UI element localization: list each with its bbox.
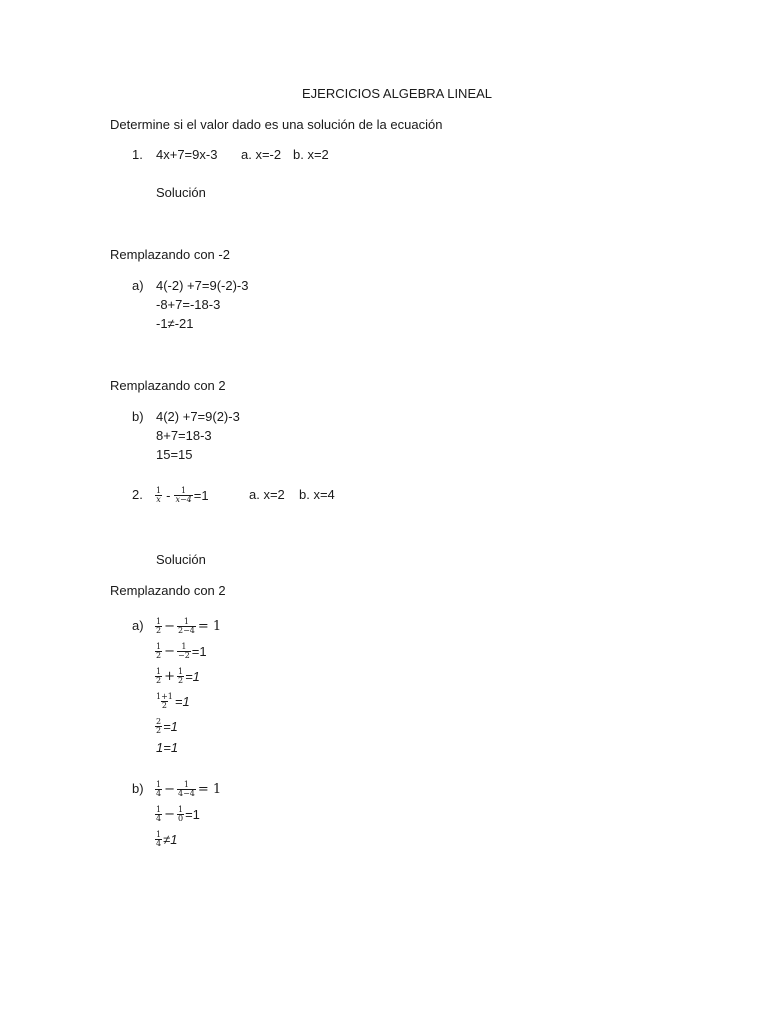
fraction-denominator: 2: [161, 700, 167, 710]
ex2-solucion-label: Solución: [156, 552, 206, 567]
ex2-a-step-4: [154, 689, 190, 713]
ex1-a-step-2: -8+7=-18-3: [156, 297, 221, 312]
fraction: [177, 618, 196, 635]
ex2-equation: [154, 483, 209, 507]
fraction-denominator: 2−4: [178, 625, 195, 635]
fraction-denominator: 2: [156, 675, 162, 685]
ex1-option-a: a. x=-2: [241, 147, 282, 162]
fraction-denominator: x−4: [175, 494, 192, 504]
math-operator: ≠1: [163, 831, 178, 847]
math-operator: = 1: [197, 781, 222, 797]
math-operator: −: [164, 618, 175, 634]
ex1-a-label: a): [132, 278, 144, 293]
ex2-b-step-3: [154, 827, 177, 851]
ex2-replace-heading: Remplazando con 2: [110, 583, 226, 598]
fraction: [177, 643, 191, 660]
ex2-b-step-1: [154, 777, 222, 801]
math-operator: =1: [163, 718, 178, 734]
math-operator: +: [164, 668, 175, 684]
math-operator: −: [164, 781, 175, 797]
ex2-option-a: a. x=2: [249, 487, 285, 502]
ex1-replace-b-heading: Remplazando con 2: [110, 378, 226, 393]
fraction: [155, 831, 162, 848]
fraction-numerator: 1: [183, 616, 189, 626]
fraction-numerator: 1: [156, 804, 162, 814]
ex2-number: 2.: [132, 487, 143, 502]
fraction: [155, 806, 162, 823]
ex1-number: 1.: [132, 147, 143, 162]
fraction: [155, 643, 162, 660]
ex1-b-step-1: 4(2) +7=9(2)-3: [156, 409, 240, 424]
fraction: [155, 668, 162, 685]
math-operator: =1: [193, 487, 209, 503]
fraction-denominator: x: [156, 494, 161, 504]
fraction-numerator: 2: [156, 716, 162, 726]
fraction: [177, 806, 184, 823]
ex2-a-step-3: [154, 664, 200, 688]
fraction: [155, 618, 162, 635]
fraction-denominator: 0: [178, 813, 184, 823]
ex2-b-step-2: [154, 802, 200, 826]
fraction-denominator: 4−4: [178, 788, 195, 798]
ex2-fraction-2: [174, 487, 192, 504]
fraction-numerator: 1+1: [156, 691, 173, 701]
ex2-a-step-5: [154, 714, 178, 738]
ex1-equation: 4x+7=9x-3: [156, 147, 218, 162]
fraction-denominator: 4: [156, 788, 162, 798]
fraction-denominator: 4: [156, 813, 162, 823]
fraction-denominator: 2: [156, 725, 162, 735]
ex1-replace-a-heading: Remplazando con -2: [110, 247, 230, 262]
ex1-b-label: b): [132, 409, 144, 424]
fraction: [177, 668, 184, 685]
math-operator: = 1: [197, 618, 222, 634]
fraction: [155, 718, 162, 735]
math-operator: -: [166, 487, 171, 503]
fraction-numerator: 1: [156, 666, 162, 676]
ex1-a-step-3: -1≠-21: [156, 316, 194, 331]
ex2-option-b: b. x=4: [299, 487, 335, 502]
ex1-a-step-1: 4(-2) +7=9(-2)-3: [156, 278, 249, 293]
math-operator: =1: [191, 643, 207, 659]
page-title: EJERCICIOS ALGEBRA LINEAL: [302, 86, 493, 101]
fraction: [155, 781, 162, 798]
ex1-option-b: b. x=2: [293, 147, 329, 162]
fraction-numerator: 1: [178, 804, 184, 814]
ex2-a-step-1: [154, 614, 222, 638]
fraction-denominator: −2: [178, 650, 190, 660]
fraction-denominator: 2: [156, 625, 162, 635]
ex2-b-label: b): [132, 781, 144, 796]
ex2-a-label: a): [132, 618, 144, 633]
fraction-denominator: 4: [156, 838, 162, 848]
fraction: [177, 781, 196, 798]
fraction-numerator: 1: [156, 616, 162, 626]
math-operator: −: [164, 643, 175, 659]
instruction-text: Determine si el valor dado es una solución de la ecuación: [110, 117, 443, 132]
math-operator: =1: [174, 693, 190, 709]
math-operator: =1: [185, 806, 200, 822]
ex2-a-step-2: [154, 639, 207, 663]
fraction-denominator: 2: [178, 675, 184, 685]
math-operator: −: [164, 806, 175, 822]
fraction-numerator: 1: [156, 485, 162, 495]
fraction-numerator: 1: [156, 641, 162, 651]
fraction-numerator: 1: [181, 641, 187, 651]
ex1-b-step-3: 15=15: [156, 447, 193, 462]
fraction-numerator: 1: [183, 779, 189, 789]
ex1-solucion-label: Solución: [156, 185, 206, 200]
fraction-numerator: 1: [181, 485, 187, 495]
ex2-a-step-6: 1=1: [156, 740, 179, 755]
fraction: [155, 693, 174, 710]
fraction-denominator: 2: [156, 650, 162, 660]
ex2-fraction-1: [155, 487, 162, 504]
fraction-numerator: 1: [156, 779, 162, 789]
ex1-b-step-2: 8+7=18-3: [156, 428, 212, 443]
fraction-numerator: 1: [156, 829, 162, 839]
fraction-numerator: 1: [178, 666, 184, 676]
math-operator: =1: [185, 668, 200, 684]
